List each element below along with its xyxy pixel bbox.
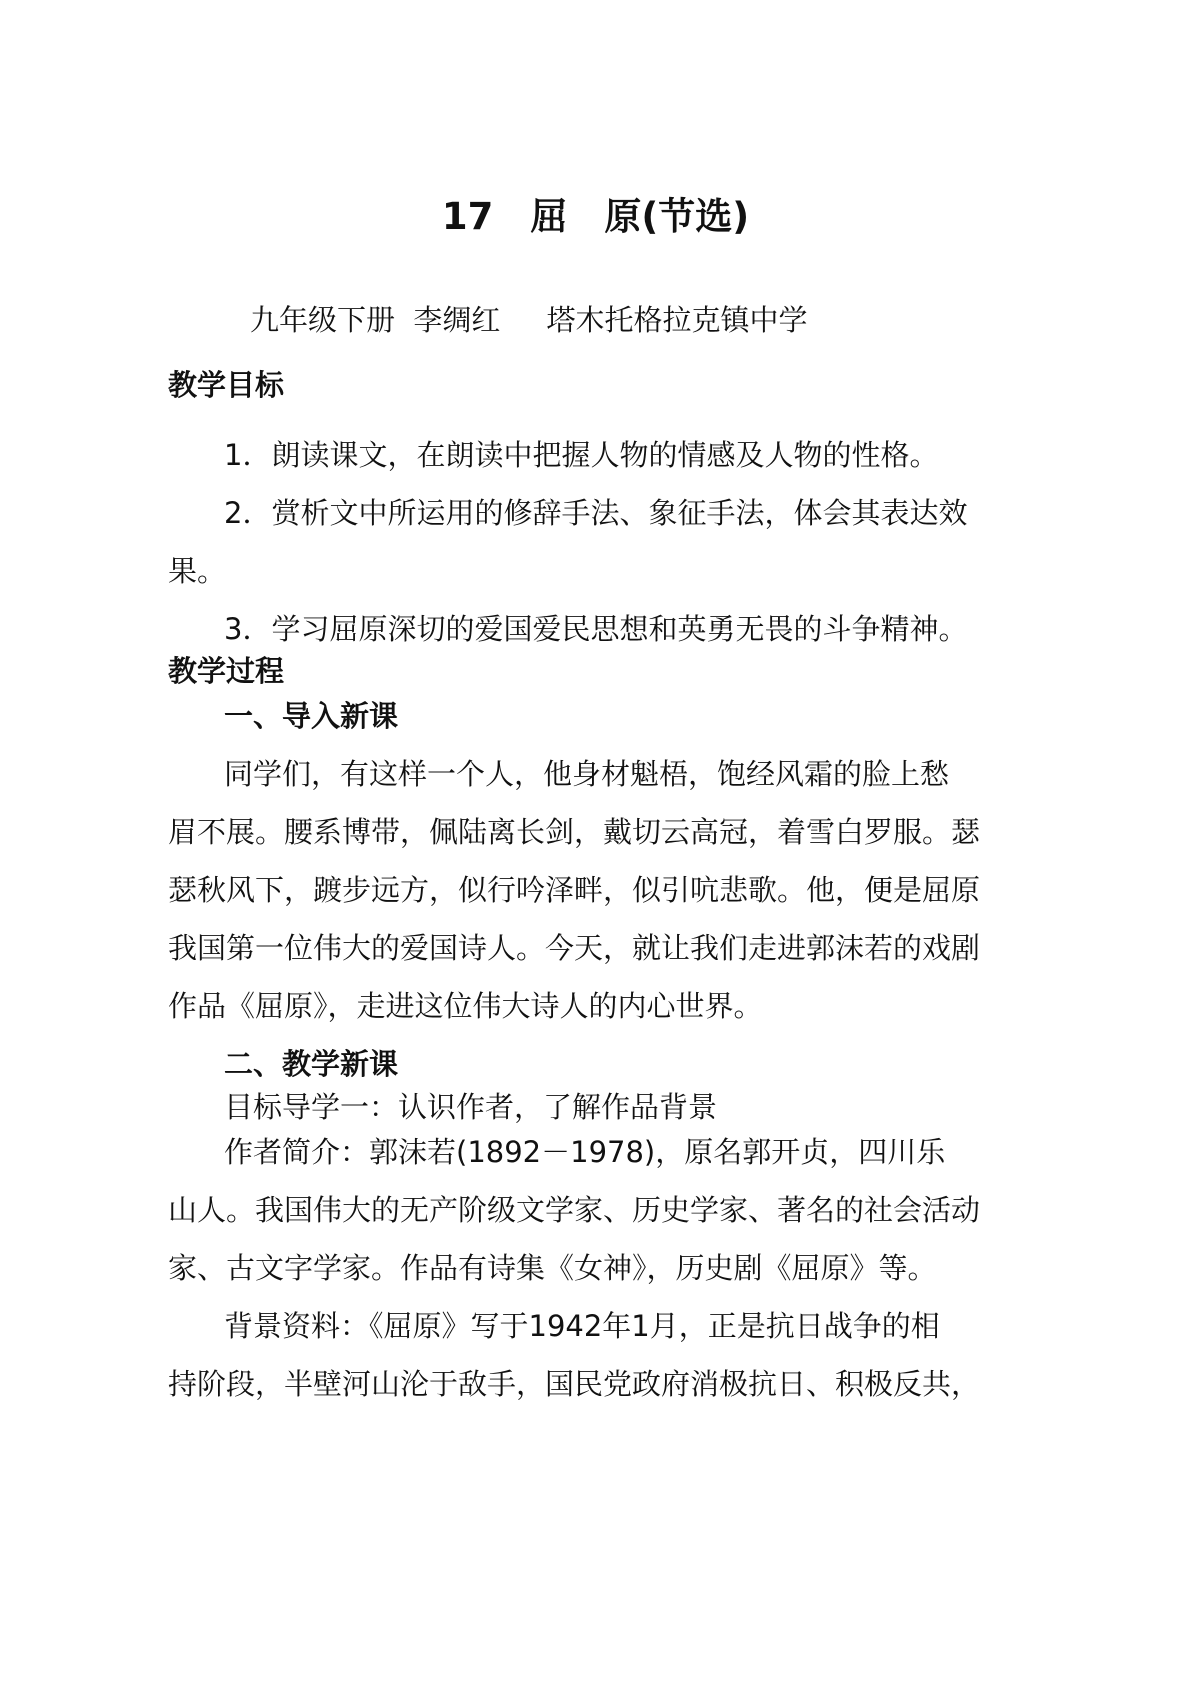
paragraph-line: 作品《屈原》，走进这位伟大诗人的内心世界。 — [168, 989, 763, 1023]
paragraph-line: 我国第一位伟大的爱国诗人。今天，就让我们走进郭沫若的戏剧 — [168, 931, 981, 965]
objective-item: 3．学习屈原深切的爱国爱民思想和英勇无畏的斗争精神。 — [224, 612, 968, 646]
objective-item: 1．朗读课文，在朗读中把握人物的情感及人物的性格。 — [224, 438, 939, 472]
goal-line: 目标导学一：认识作者，了解作品背景 — [224, 1090, 718, 1124]
paragraph-line: 眉不展。腰系博带，佩陆离长剑，戴切云高冠，着雪白罗服。瑟 — [168, 815, 981, 849]
paragraph-line: 家、古文字学家。作品有诗集《女神》，历史剧《屈原》等。 — [168, 1251, 937, 1285]
process-heading: 教学过程 — [168, 654, 285, 688]
objectives-heading: 教学目标 — [168, 368, 285, 402]
paragraph-line: 背景资料：《屈原》写于1942年1月，正是抗日战争的相 — [224, 1309, 940, 1343]
section-heading: 二、教学新课 — [224, 1047, 399, 1081]
page-title: 17 屈 原(节选) — [441, 195, 750, 238]
objective-item-continuation: 果。 — [168, 554, 227, 588]
paragraph-line: 山人。我国伟大的无产阶级文学家、历史学家、著名的社会活动 — [168, 1193, 981, 1227]
paragraph-line: 作者简介：郭沫若(1892－1978)，原名郭开贞，四川乐 — [224, 1135, 946, 1169]
paragraph-line: 同学们，有这样一个人，他身材魁梧，饱经风霜的脸上愁 — [224, 757, 950, 791]
subtitle: 九年级下册 李绸红 塔木托格拉克镇中学 — [250, 303, 808, 337]
paragraph-line: 持阶段，半壁河山沦于敌手，国民党政府消极抗日、积极反共， — [168, 1367, 981, 1401]
section-heading: 一、导入新课 — [224, 699, 399, 733]
objective-item: 2．赏析文中所运用的修辞手法、象征手法，体会其表达效 — [224, 496, 968, 530]
paragraph-line: 瑟秋风下，踱步远方，似行吟泽畔，似引吭悲歌。他，便是屈原 — [168, 873, 981, 907]
